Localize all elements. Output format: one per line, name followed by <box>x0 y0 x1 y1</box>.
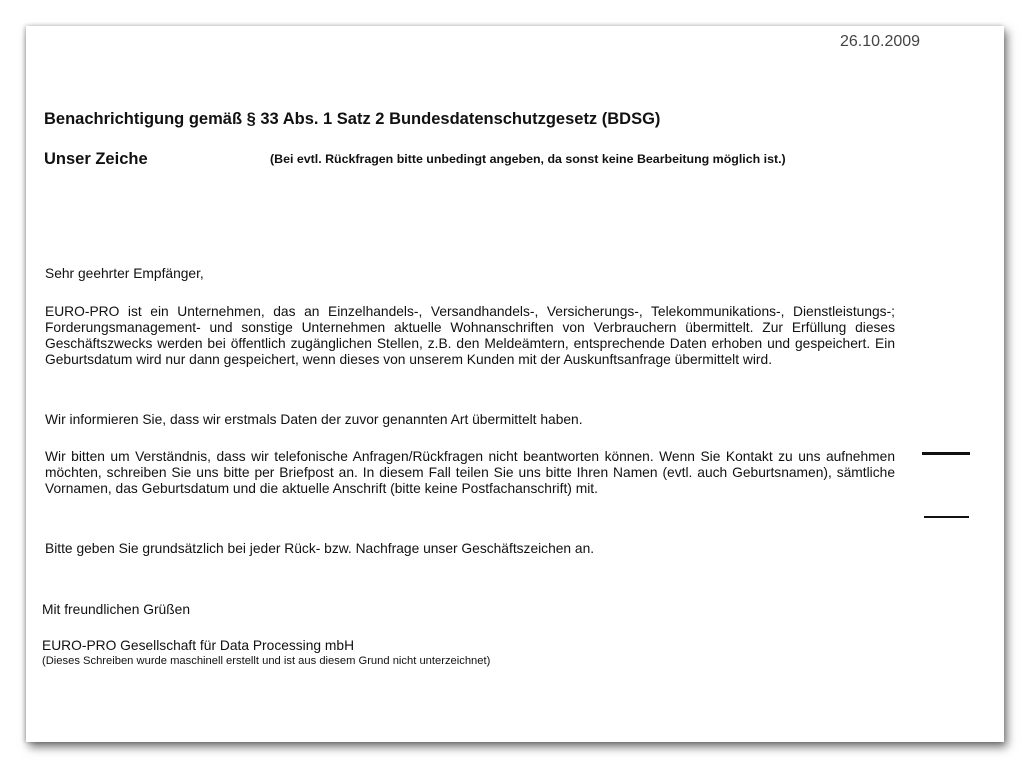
paragraph-notification: Wir informieren Sie, dass wir erstmals Daten der zuvor genannten Art übermittelt haben. <box>45 412 583 427</box>
letter-date: 26.10.2009 <box>840 33 921 50</box>
fold-mark <box>922 452 970 455</box>
reference-note: (Bei evtl. Rückfragen bitte unbedingt angeben, da sonst keine Bearbeitung möglich ist.) <box>270 152 786 166</box>
closing-greeting: Mit freundlichen Grüßen <box>42 602 190 617</box>
salutation: Sehr geehrter Empfänger, <box>45 266 204 281</box>
paragraph-reference-request: Bitte geben Sie grundsätzlich bei jeder Rück- bzw. Nachfrage unser Geschäftszeichen an. <box>45 541 595 556</box>
letter-heading: Benachrichtigung gemäß § 33 Abs. 1 Satz 2 Bundesdatenschutzgesetz (BDSG) <box>44 110 661 128</box>
company-name: EURO-PRO Gesellschaft für Data Processing mbH <box>42 638 355 653</box>
paragraph-contact: Wir bitten um Verständnis, dass wir telefonische Anfragen/Rückfragen nicht beantworten können. Wenn Sie Kontakt zu uns aufnehmen möchten, schreiben Sie uns bitte per Briefpost an. In diesem Fall teilen Sie uns bitte Ihren Namen (evtl. auch Geburtsnamen), sämtliche Vornamen, das Geburtsdatum und die aktuelle Anschrift (bitte keine Postfachanschrift) mit. <box>45 449 895 496</box>
paragraph-company-info: EURO-PRO ist ein Unternehmen, das an Einzelhandels-, Versandhandels-, Versicherungs-, Telekommunikations-, Dienstleistungs-; Forderungsmanagement- und sonstige Unternehmen aktuelle Wohnanschriften von Verbrauchern übermittelt. Zur Erfüllung dieses Geschäftszwecks werden bei öffentlich zugänglichen Stellen, z.B. den Meldeämtern, entsprechende Daten erhoben und gespeichert. Ein Geburtsdatum wird nur dann gespeichert, wenn dieses von unserem Kunden mit der Auskunftsanfrage übermittelt wird. <box>45 304 895 367</box>
punch-mark <box>924 516 969 518</box>
letter-page <box>26 26 1004 742</box>
reference-label: Unser Zeiche <box>44 150 148 168</box>
machine-generated-note: (Dieses Schreiben wurde maschinell erstellt und ist aus diesem Grund nicht unterzeichnet) <box>42 655 491 667</box>
